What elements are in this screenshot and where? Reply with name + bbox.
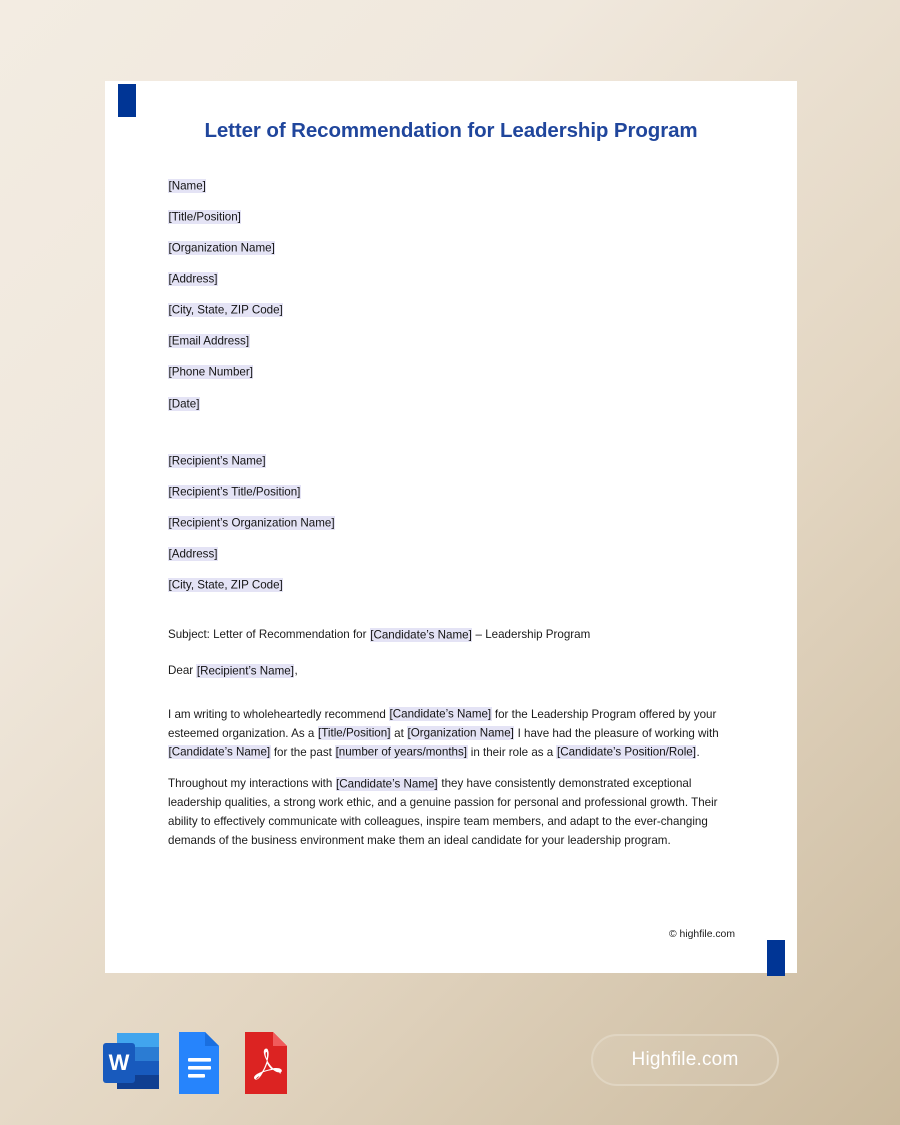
recipient-line: [168, 546, 736, 564]
placeholder-token: [Candidate’s Name]: [336, 777, 438, 791]
text-run: I have had the pleasure of working with: [514, 726, 719, 740]
highfile-brand-button[interactable]: [591, 1034, 779, 1086]
sender-line: [168, 395, 736, 413]
placeholder-token: [Title/Position]: [168, 210, 241, 224]
text-run: they have consistently demonstrated exceptional leadership qualities, a strong work ethic, and a genuine passion for personal and professional growth. Their ability to effectively communicate with colleagues, inspire team members, and adapt to the ever-changing demands of the business environment make them an ideal candidate for your leadership program.: [168, 777, 718, 847]
recipient-line: [168, 452, 736, 470]
recipient-line: [168, 515, 736, 533]
document-title: Letter of Recommendation for Leadership Program: [204, 119, 698, 142]
document-body: [168, 177, 736, 850]
sender-address-block: [168, 177, 736, 413]
placeholder-token: [number of years/months]: [335, 745, 468, 759]
text-run: in their role as a: [467, 745, 557, 759]
sender-line: [168, 177, 736, 195]
sender-line: [168, 270, 736, 288]
text-run: at: [390, 726, 408, 740]
subject-prefix: Subject: Letter of Recommendation for: [168, 628, 370, 642]
document-page: [105, 81, 797, 973]
sender-line: [168, 302, 736, 320]
placeholder-token: [Address]: [168, 547, 218, 561]
recipient-address-block: [168, 452, 736, 595]
accent-bar-bottom-right: [767, 940, 785, 976]
sender-line: [168, 208, 736, 226]
salutation-line: [168, 662, 736, 680]
placeholder-token: [Candidate’s Name]: [370, 628, 472, 642]
salutation-prefix: Dear: [168, 664, 197, 677]
accent-bar-top-left: [118, 84, 136, 117]
spacer: [168, 426, 736, 452]
google-docs-icon[interactable]: [169, 1027, 229, 1099]
sender-line: [168, 333, 736, 351]
body-paragraph-1: [168, 706, 736, 762]
placeholder-token: [Date]: [168, 397, 200, 411]
placeholder-token: [Name]: [168, 179, 206, 192]
svg-text:W: W: [108, 1050, 130, 1075]
text-run: Throughout my interactions with: [168, 777, 336, 791]
placeholder-token: [Candidate’s Name]: [168, 745, 271, 759]
spacer: [168, 644, 736, 662]
placeholder-token: [Recipient’s Title/Position]: [168, 485, 301, 499]
placeholder-token: [Recipient’s Organization Name]: [168, 516, 335, 530]
placeholder-token: [City, State, ZIP Code]: [168, 578, 283, 592]
salutation-suffix: ,: [294, 664, 298, 677]
word-doc-icon[interactable]: [101, 1027, 161, 1099]
placeholder-token: [Title/Position]: [318, 726, 391, 740]
placeholder-token: [Recipient’s Name]: [168, 454, 266, 468]
text-run: I am writing to wholeheartedly recommend: [168, 707, 390, 721]
placeholder-token: [Organization Name]: [168, 241, 275, 255]
body-paragraph-2: [168, 775, 736, 850]
text-run: for the past: [270, 745, 336, 759]
placeholder-token: [Candidate’s Name]: [389, 707, 492, 721]
placeholder-token: [Email Address]: [168, 334, 250, 348]
placeholder-token: [Candidate’s Position/Role]: [556, 745, 696, 759]
spacer: [168, 608, 736, 626]
subject-line: [168, 626, 736, 644]
text-run: for the Leadership Program offered by your esteemed organization. As a: [168, 707, 717, 740]
recipient-line: [168, 483, 736, 501]
brand-label: Highfile.com: [631, 1049, 739, 1070]
placeholder-token: [City, State, ZIP Code]: [168, 303, 283, 317]
recipient-line: [168, 577, 736, 595]
placeholder-token: [Recipient’s Name]: [196, 664, 294, 677]
subject-suffix: – Leadership Program: [472, 628, 591, 642]
file-format-icon-group: [101, 1026, 297, 1100]
placeholder-token: [Organization Name]: [407, 726, 514, 740]
placeholder-token: [Phone Number]: [168, 365, 253, 379]
footer-copyright: © highfile.com: [669, 929, 735, 940]
spacer: [168, 680, 736, 706]
sender-line: [168, 364, 736, 382]
text-run: .: [696, 745, 700, 759]
placeholder-token: [Address]: [168, 272, 218, 286]
pdf-icon[interactable]: [237, 1027, 297, 1099]
sender-line: [168, 239, 736, 257]
